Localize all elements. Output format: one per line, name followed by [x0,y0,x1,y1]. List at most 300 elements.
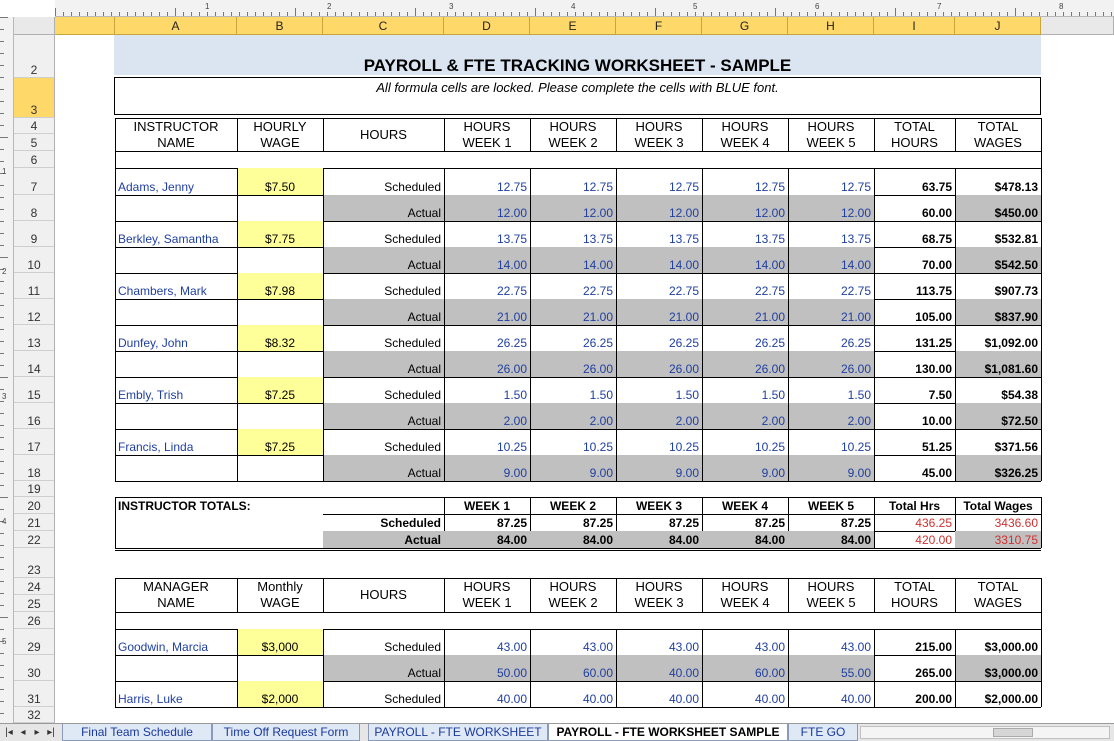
row-header-25[interactable] [14,595,55,612]
actual-week-2[interactable]: 2.00 [589,414,613,428]
scheduled-total-wages[interactable]: $532.81 [994,232,1038,246]
scheduled-total-hours[interactable]: 63.75 [921,180,952,194]
header-line: TOTAL [977,579,1019,594]
totals-scheduled-week-1[interactable]: 87.25 [496,516,527,530]
totals-actual-week-4[interactable]: 84.00 [754,533,785,547]
header-line: WEEK 5 [806,595,856,610]
scheduled-week-4[interactable]: 43.00 [754,640,785,654]
ruler-tick [0,629,4,630]
ruler-tick [831,12,832,16]
totals-week-label-5[interactable]: WEEK 5 [807,499,854,513]
ruler-tick [359,12,360,16]
grid-line [115,550,1041,551]
scheduled-week-1[interactable]: 1.50 [503,388,527,402]
scheduled-week-4[interactable]: 40.00 [754,692,785,706]
scheduled-week-3[interactable]: 1.50 [675,388,699,402]
totals-scheduled-wages[interactable]: 3436.60 [994,516,1038,530]
ruler-tick [231,12,232,16]
totals-label[interactable]: INSTRUCTOR TOTALS: [118,499,251,513]
actual-total-hours[interactable]: 60.00 [921,206,952,220]
grid-line [788,377,789,429]
scheduled-week-3[interactable]: 40.00 [668,692,699,706]
ruler-tick [423,12,424,16]
ruler-tick [0,533,4,534]
scheduled-week-5[interactable]: 40.00 [840,692,871,706]
ruler-tick [879,12,880,16]
monthly-wage[interactable]: $2,000 [261,692,299,706]
totals-scheduled-week-2[interactable]: 87.25 [582,516,613,530]
ruler-tick [0,329,4,330]
scheduled-week-5[interactable]: 22.75 [840,284,871,298]
scheduled-week-3[interactable]: 22.75 [668,284,699,298]
totals-actual-label[interactable]: Actual [404,533,441,547]
actual-week-5[interactable]: 9.00 [847,466,871,480]
totals-actual-hours[interactable]: 420.00 [915,533,952,547]
totals-total-wages-label[interactable]: Total Wages [963,499,1033,513]
row-header-15[interactable] [14,377,55,403]
sheet-tab[interactable]: Time Off Request Form [212,724,360,741]
grid-line [1041,681,1042,707]
scrollbar-thumb[interactable] [993,728,1033,737]
actual-label[interactable]: Actual [407,466,441,480]
actual-week-5[interactable]: 21.00 [840,310,871,324]
scheduled-week-1[interactable]: 10.25 [496,440,527,454]
scheduled-week-1[interactable]: 13.75 [496,232,527,246]
actual-total-hours[interactable]: 130.00 [915,362,952,376]
ruler-tick [0,137,8,138]
scheduled-week-5[interactable]: 43.00 [840,640,871,654]
actual-week-4[interactable]: 9.00 [761,466,785,480]
instructor-name[interactable]: Chambers, Mark [118,284,207,298]
horizontal-scrollbar[interactable] [860,726,1110,739]
actual-label[interactable]: Actual [407,414,441,428]
scheduled-label[interactable]: Scheduled [384,692,441,706]
grid-line [237,118,238,151]
grid-line [955,429,956,481]
scheduled-week-3[interactable]: 10.25 [668,440,699,454]
actual-week-2[interactable]: 21.00 [582,310,613,324]
ruler-tick [679,12,680,16]
actual-total-wages[interactable]: $450.00 [994,206,1038,220]
actual-week-4[interactable]: 21.00 [754,310,785,324]
totals-actual-wages[interactable]: 3310.75 [994,533,1038,547]
ruler-tick [863,12,864,16]
totals-week-label-2[interactable]: WEEK 2 [549,499,596,513]
row-number: 16 [27,414,41,428]
grid-line [1041,629,1042,681]
actual-total-hours[interactable]: 10.00 [921,414,952,428]
row-header-23[interactable] [14,548,55,578]
row-header-19[interactable] [14,481,55,497]
grid-line [323,377,324,429]
row-header-6[interactable] [14,151,55,168]
scheduled-week-4[interactable]: 22.75 [754,284,785,298]
column-header-d[interactable]: D [444,17,530,35]
actual-week-5[interactable]: 26.00 [840,362,871,376]
actual-week-1[interactable]: 50.00 [496,666,527,680]
scheduled-label[interactable]: Scheduled [384,284,441,298]
actual-label[interactable]: Actual [407,206,441,220]
actual-week-3[interactable]: 14.00 [668,258,699,272]
grid-line [115,578,116,612]
scheduled-total-wages[interactable]: $2,000.00 [984,692,1038,706]
actual-week-5[interactable]: 55.00 [840,666,871,680]
header-line: WEEK 1 [462,134,512,150]
grid-line [1041,429,1042,481]
ruler-tick [215,12,216,16]
ruler-tick [527,12,528,16]
totals-scheduled-label[interactable]: Scheduled [380,516,441,530]
manager-name[interactable]: Harris, Luke [118,692,183,706]
header-line: HOURS [721,118,769,134]
grid-line [115,221,116,273]
ruler-tick [943,12,944,16]
scheduled-week-1[interactable]: 12.75 [496,180,527,194]
actual-week-5[interactable]: 12.00 [840,206,871,220]
grid-line [1041,497,1042,548]
grid-line [444,681,445,707]
row-header-16[interactable] [14,403,55,429]
row-header-10[interactable] [14,247,55,273]
ruler-number: 3 [2,392,7,401]
scheduled-total-wages[interactable]: $1,092.00 [984,336,1038,350]
scheduled-total-hours[interactable]: 51.25 [921,440,952,454]
row-header-31[interactable] [14,681,55,707]
sheet-tab[interactable]: PAYROLL - FTE WORKSHEET SAMPLE [548,724,788,741]
grid-line [874,429,875,481]
ruler-tick [455,12,456,16]
scheduled-total-wages[interactable]: $54.38 [1001,388,1038,402]
next-sheet-icon[interactable]: ▸ [34,727,40,738]
ruler-tick [55,8,56,16]
row-header-24[interactable] [14,578,55,595]
hourly-wage[interactable]: $7.50 [264,180,296,194]
actual-total-wages[interactable]: $326.25 [994,466,1038,480]
scheduled-total-hours[interactable]: 131.25 [915,336,952,350]
scheduled-total-wages[interactable]: $478.13 [994,180,1038,194]
scheduled-week-3[interactable]: 12.75 [668,180,699,194]
select-all-corner[interactable] [14,17,55,35]
scheduled-week-2[interactable]: 1.50 [589,388,613,402]
hourly-wage[interactable]: $7.25 [264,440,296,454]
instructor-name[interactable]: Francis, Linda [118,440,194,454]
actual-week-1[interactable]: 21.00 [496,310,527,324]
scheduled-week-4[interactable]: 1.50 [761,388,785,402]
column-header-e[interactable]: E [530,17,616,35]
header-manager-total_wages [955,578,1041,612]
row-header-32[interactable] [14,707,55,723]
row-header-7[interactable] [14,168,55,195]
scheduled-week-1[interactable]: 26.25 [496,336,527,350]
ruler-tick [1103,12,1104,16]
row-number: 14 [27,362,41,376]
actual-week-5[interactable]: 2.00 [847,414,871,428]
ruler-tick [0,677,4,678]
totals-total-hrs-label[interactable]: Total Hrs [888,499,941,513]
scheduled-week-2[interactable]: 12.75 [582,180,613,194]
ruler-number: 4 [571,2,576,11]
scheduled-label[interactable]: Scheduled [384,336,441,350]
row-header-14[interactable] [14,351,55,377]
totals-scheduled-hours[interactable]: 436.25 [915,516,952,530]
ruler-tick [167,12,168,16]
scheduled-label[interactable]: Scheduled [384,180,441,194]
totals-actual-week-2[interactable]: 84.00 [582,533,613,547]
scheduled-week-2[interactable]: 26.25 [582,336,613,350]
actual-week-1[interactable]: 12.00 [496,206,527,220]
ruler-tick [0,221,4,222]
row-header-26[interactable] [14,612,55,629]
ruler-tick [719,12,720,16]
ruler-tick [471,12,472,16]
actual-week-3[interactable]: 21.00 [668,310,699,324]
ruler-tick [695,12,696,16]
totals-actual-week-1[interactable]: 84.00 [496,533,527,547]
ruler-tick [343,12,344,16]
grid-line [115,481,1041,482]
row-header-22[interactable] [14,531,55,548]
actual-week-2[interactable]: 12.00 [582,206,613,220]
column-header-i[interactable]: I [874,17,955,35]
actual-week-1[interactable]: 26.00 [496,362,527,376]
actual-week-3[interactable]: 12.00 [668,206,699,220]
scheduled-week-3[interactable]: 43.00 [668,640,699,654]
grid-line [323,221,324,273]
ruler-tick [0,485,4,486]
header-instructor-total_wages [955,118,1041,151]
ruler-tick [783,12,784,16]
header-manager-weeks-0 [444,578,530,612]
scheduled-week-4[interactable]: 26.25 [754,336,785,350]
row-header-17[interactable] [14,429,55,455]
column-header-f[interactable]: F [616,17,702,35]
column-header-h[interactable]: H [788,17,874,35]
ruler-tick [1039,12,1040,16]
scheduled-week-1[interactable]: 40.00 [496,692,527,706]
grid-line [955,377,956,429]
scheduled-label[interactable]: Scheduled [384,640,441,654]
scheduled-week-4[interactable]: 13.75 [754,232,785,246]
grid-line [444,273,445,325]
scheduled-label[interactable]: Scheduled [384,440,441,454]
actual-week-1[interactable]: 2.00 [503,414,527,428]
grid-line [788,273,789,325]
row-number: 5 [30,136,38,150]
actual-week-3[interactable]: 2.00 [675,414,699,428]
scheduled-week-5[interactable]: 10.25 [840,440,871,454]
row-header-18[interactable] [14,455,55,481]
scheduled-total-hours[interactable]: 7.50 [928,388,952,402]
ruler-tick [887,12,888,16]
scheduled-week-5[interactable]: 1.50 [847,388,871,402]
actual-week-4[interactable]: 14.00 [754,258,785,272]
row-header-4[interactable] [14,118,55,134]
hourly-wage[interactable]: $8.32 [264,336,296,350]
sheet-tab[interactable]: Final Team Schedule [62,724,212,741]
instructor-name[interactable]: Dunfey, John [118,336,188,350]
row-header-9[interactable] [14,221,55,247]
row-header-2[interactable] [14,35,55,78]
actual-week-2[interactable]: 9.00 [589,466,613,480]
actual-total-hours[interactable]: 105.00 [915,310,952,324]
ruler-tick [223,12,224,16]
row-header-29[interactable] [14,629,55,655]
hourly-wage[interactable]: $7.75 [264,232,296,246]
scheduled-week-2[interactable]: 13.75 [582,232,613,246]
scheduled-total-wages[interactable]: $3,000.00 [984,640,1038,654]
row-header-11[interactable] [14,273,55,299]
totals-scheduled-week-5[interactable]: 87.25 [840,516,871,530]
sheet-tab[interactable]: PAYROLL - FTE WORKSHEET [368,724,548,741]
row-header-30[interactable] [14,655,55,681]
column-header-j[interactable]: J [955,17,1041,35]
instructor-name[interactable]: Berkley, Samantha [118,232,219,246]
header-manager-weeks-1 [530,578,616,612]
actual-label[interactable]: Actual [407,310,441,324]
grid-line [444,629,445,681]
manager-name[interactable]: Goodwin, Marcia [118,640,209,654]
hourly-wage[interactable]: $7.25 [264,388,296,402]
grid-line [323,325,324,377]
actual-week-3[interactable]: 40.00 [668,666,699,680]
column-header-a[interactable]: A [115,17,237,35]
scheduled-week-4[interactable]: 10.25 [754,440,785,454]
scheduled-total-hours[interactable]: 68.75 [921,232,952,246]
scheduled-week-2[interactable]: 43.00 [582,640,613,654]
scheduled-label[interactable]: Scheduled [384,232,441,246]
ruler-tick [967,12,968,16]
scheduled-week-4[interactable]: 12.75 [754,180,785,194]
first-sheet-icon[interactable]: |◂ [5,727,13,738]
actual-week-5[interactable]: 14.00 [840,258,871,272]
grid-line [702,221,703,273]
actual-week-4[interactable]: 2.00 [761,414,785,428]
scheduled-week-2[interactable]: 40.00 [582,692,613,706]
row-header-3[interactable] [14,78,55,118]
column-header-c[interactable]: C [323,17,444,35]
actual-total-hours[interactable]: 265.00 [915,666,952,680]
scheduled-week-5[interactable]: 12.75 [840,180,871,194]
scheduled-week-3[interactable]: 26.25 [668,336,699,350]
actual-week-3[interactable]: 26.00 [668,362,699,376]
column-header-g[interactable]: G [702,17,788,35]
actual-week-4[interactable]: 60.00 [754,666,785,680]
row-header-12[interactable] [14,299,55,325]
scheduled-label[interactable]: Scheduled [384,388,441,402]
grid-line [1041,168,1042,221]
grid-line [237,168,238,221]
ruler-tick [671,12,672,16]
actual-week-1[interactable]: 14.00 [496,258,527,272]
actual-week-3[interactable]: 9.00 [675,466,699,480]
monthly-wage[interactable]: $3,000 [261,640,299,654]
actual-week-1[interactable]: 9.00 [503,466,527,480]
ruler-tick [439,12,440,16]
scheduled-total-wages[interactable]: $907.73 [994,284,1038,298]
actual-week-2[interactable]: 26.00 [582,362,613,376]
header-line: HOURS [360,126,407,142]
scheduled-week-5[interactable]: 26.25 [840,336,871,350]
instructor-name[interactable]: Embly, Trish [118,388,184,402]
header-line: HOURS [463,579,511,594]
actual-label[interactable]: Actual [407,258,441,272]
actual-total-hours[interactable]: 45.00 [921,466,952,480]
actual-total-wages[interactable]: $1,081.60 [984,362,1038,376]
header-line: HOURS [635,579,683,594]
last-sheet-icon[interactable]: ▸| [47,727,55,738]
header-line: WAGES [974,595,1022,610]
totals-actual-week-3[interactable]: 84.00 [668,533,699,547]
ruler-tick [0,605,4,606]
row-number: 26 [27,614,41,628]
grid-line [237,681,238,707]
grid-line [115,273,116,325]
instructor-name[interactable]: Adams, Jenny [118,180,195,194]
header-manager-total_hours [874,578,955,612]
row-header-13[interactable] [14,325,55,351]
actual-total-wages[interactable]: $837.90 [994,310,1038,324]
grid-line [115,325,116,377]
scheduled-total-hours[interactable]: 215.00 [915,640,952,654]
hourly-wage[interactable]: $7.98 [264,284,296,298]
totals-week-label-1[interactable]: WEEK 1 [463,499,510,513]
row-header-8[interactable] [14,195,55,221]
row-header-5[interactable] [14,134,55,151]
scheduled-week-1[interactable]: 43.00 [496,640,527,654]
scheduled-week-1[interactable]: 22.75 [496,284,527,298]
totals-scheduled-week-3[interactable]: 87.25 [668,516,699,530]
scheduled-total-hours[interactable]: 113.75 [915,284,952,298]
totals-scheduled-week-4[interactable]: 87.25 [754,516,785,530]
grid-line [702,118,703,151]
row-header-20[interactable] [14,497,55,514]
column-header-b[interactable]: B [237,17,323,35]
actual-total-wages[interactable]: $3,000.00 [984,666,1038,680]
actual-week-2[interactable]: 60.00 [582,666,613,680]
grid-line [788,681,789,707]
grid-line [323,514,1041,515]
row-header-21[interactable] [14,514,55,531]
sheet-tab[interactable]: FTE GO [788,724,858,741]
actual-total-wages[interactable]: $542.50 [994,258,1038,272]
ruler-tick [0,305,4,306]
actual-total-wages[interactable]: $72.50 [1001,414,1038,428]
header-instructor-wage [237,118,323,151]
totals-week-label-3[interactable]: WEEK 3 [635,499,682,513]
actual-week-4[interactable]: 12.00 [754,206,785,220]
scheduled-total-wages[interactable]: $371.56 [994,440,1038,454]
prev-sheet-icon[interactable]: ◂ [20,727,26,738]
ruler-tick [0,701,4,702]
actual-label[interactable]: Actual [407,362,441,376]
ruler-tick [271,12,272,16]
totals-actual-week-5[interactable]: 84.00 [840,533,871,547]
header-line: NAME [157,134,195,150]
scheduled-week-2[interactable]: 22.75 [582,284,613,298]
actual-label[interactable]: Actual [407,666,441,680]
actual-week-4[interactable]: 26.00 [754,362,785,376]
ruler-tick [567,12,568,16]
ruler-tick [935,12,936,16]
actual-week-2[interactable]: 14.00 [582,258,613,272]
scheduled-total-hours[interactable]: 200.00 [915,692,952,706]
scheduled-week-5[interactable]: 13.75 [840,232,871,246]
totals-week-label-4[interactable]: WEEK 4 [721,499,768,513]
ruler-tick [111,12,112,16]
scheduled-week-3[interactable]: 13.75 [668,232,699,246]
actual-total-hours[interactable]: 70.00 [921,258,952,272]
scheduled-week-2[interactable]: 10.25 [582,440,613,454]
